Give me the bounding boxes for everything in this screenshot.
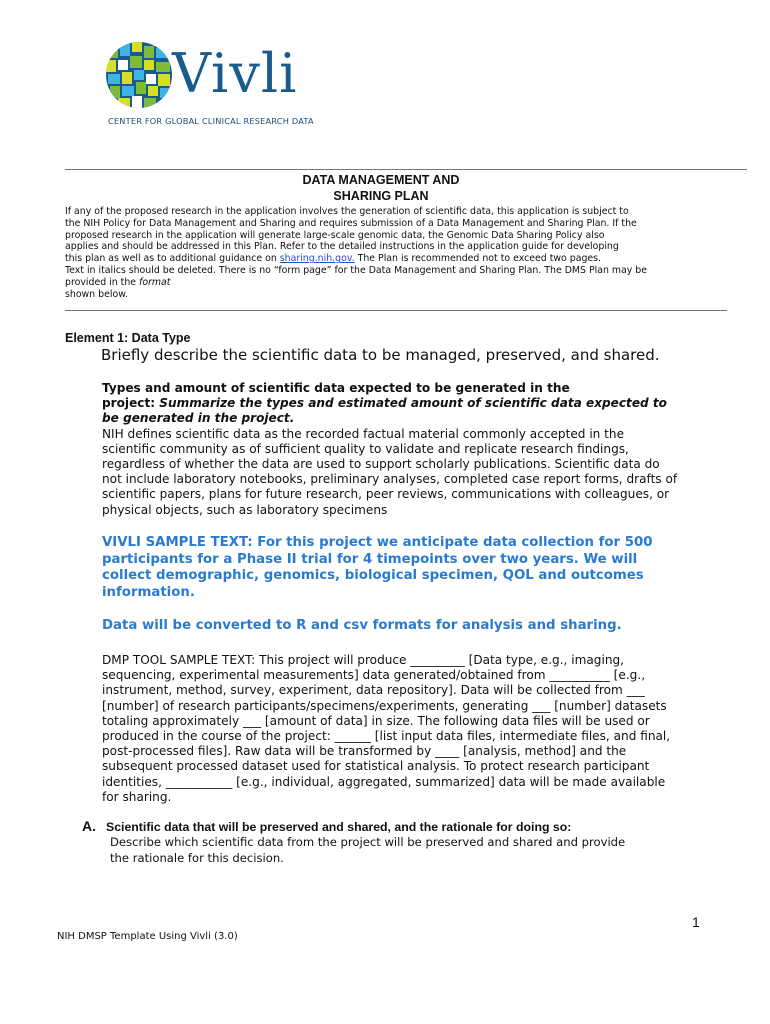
document-title-line2: SHARING PLAN: [333, 189, 429, 203]
intro-line: If any of the proposed research in the application involves the generation of scientific data, this application is subject to: [65, 206, 629, 217]
types-body-line: regardless of whether the data are used to support scholarly publications. Scientific data do: [102, 457, 660, 472]
dmp-tool-sample-text: [102, 653, 702, 805]
element1-description: Briefly describe the scientific data to be managed, preserved, and shared.: [101, 346, 660, 364]
vivli-sample-line: VIVLI SAMPLE TEXT: For this project we anticipate data collection for 500: [102, 535, 653, 550]
intro-line: shown below.: [65, 288, 128, 300]
types-section: [102, 381, 702, 518]
vivli-logo-mark: [104, 40, 174, 110]
dmp-sample-line: subsequent processed dataset used for statistical analysis. To protect research participant: [102, 759, 650, 774]
types-body-line: scientific papers, plans for future research, peer reviews, communications with colleagues, or: [102, 487, 670, 502]
section-a-letter: A.: [82, 818, 96, 834]
vivli-sample-line: collect demographic, genomics, biological specimen, QOL and outcomes: [102, 568, 644, 584]
types-heading-text: project:: [102, 396, 160, 411]
section-a-desc-line: Describe which scientific data from the project will be preserved and shared and provide: [110, 835, 626, 849]
intro-line: proposed research in the application will generate large-scale genomic data, the Genomic Data Sharing Policy also: [65, 229, 605, 241]
sharing-nih-link[interactable]: sharing.nih.gov.: [279, 253, 355, 265]
intro-text: The Plan is recommended not to exceed two pages.: [354, 253, 602, 265]
element1-heading: Element 1: Data Type: [65, 331, 191, 345]
section-a-desc-line: the rationale for this decision.: [110, 850, 284, 865]
logo-tagline: CENTER FOR GLOBAL CLINICAL RESEARCH DATA: [108, 116, 314, 126]
page-number: 1: [692, 914, 700, 930]
intro-text: provided in the: [65, 276, 140, 288]
document-title-line1: DATA MANAGEMENT AND: [302, 173, 460, 187]
types-body-line: physical objects, such as laboratory specimens: [102, 502, 388, 517]
section-a-heading: Scientific data that will be preserved and shared, and the rationale for doing so:: [106, 820, 572, 834]
logo-wordmark: Vivli: [172, 42, 298, 105]
dmp-sample-line: [number] of research participants/specimens/experiments, generating ___ [number] datasets: [102, 698, 667, 713]
vivli-conversion-text: Data will be converted to R and csv formats for analysis and sharing.: [102, 618, 622, 633]
dmp-sample-line: totaling approximately ___ [amount of data] in size. The following data files will be used or: [102, 713, 650, 728]
header-divider: [65, 169, 747, 170]
intro-line: applies and should be addressed in this Plan. Refer to the detailed instructions in the application guide for developing: [65, 241, 619, 253]
vivli-sample-line: information.: [102, 584, 195, 600]
types-heading-italic: Summarize the types and estimated amount of scientific data expected to: [159, 396, 667, 411]
intro-line: [65, 253, 705, 265]
dmp-sample-line: produced in the course of the project: ______ [list input data files, intermediate files, and final,: [102, 729, 671, 744]
dmp-sample-line: sequencing, experimental measurements] data generated/obtained from __________ [e.g.,: [102, 668, 646, 683]
types-heading-line: [102, 396, 702, 411]
intro-text: this plan as well as to additional guidance on: [65, 253, 280, 265]
types-body-line: NIH defines scientific data as the recorded factual material commonly accepted in the: [102, 426, 625, 441]
vivli-sample-text: [102, 535, 702, 601]
dmp-sample-line: instrument, method, survey, experiment, data repository]. Data will be collected from ___: [102, 683, 645, 698]
dmp-sample-line: for sharing.: [102, 789, 172, 804]
types-body-line: scientific community as of sufficient quality to validate and replicate research findings,: [102, 441, 629, 456]
section-a-description: [110, 835, 710, 866]
types-heading-line: be generated in the project.: [102, 411, 295, 426]
dmp-sample-line: post-processed files]. Raw data will be transformed by ____ [analysis, method] and the: [102, 744, 627, 759]
intro-line: the NIH Policy for Data Management and Sharing and requires submission of a Data Management and Sharing Plan. If the: [65, 217, 637, 229]
intro-divider: [65, 310, 727, 311]
intro-paragraph: [65, 206, 705, 300]
types-heading-line: Types and amount of scientific data expected to be generated in the: [102, 381, 570, 395]
intro-italic-text: format: [139, 276, 171, 288]
types-body-line: not include laboratory notebooks, preliminary analyses, completed case report forms, drafts of: [102, 472, 678, 487]
footer-text: NIH DMSP Template Using Vivli (3.0): [57, 931, 238, 942]
dmp-sample-line: DMP TOOL SAMPLE TEXT: This project will produce _________ [Data type, e.g., imaging,: [102, 653, 625, 667]
vivli-sample-line: participants for a Phase II trial for 4 timepoints over two years. We will: [102, 551, 638, 567]
intro-line: Text in italics should be deleted. There is no “form page” for the Data Management and Sharing Plan. The DMS Plan may be: [65, 264, 648, 276]
dmp-sample-line: identities, ___________ [e.g., individual, aggregated, summarized] data will be made available: [102, 774, 666, 789]
intro-line: [65, 277, 705, 289]
